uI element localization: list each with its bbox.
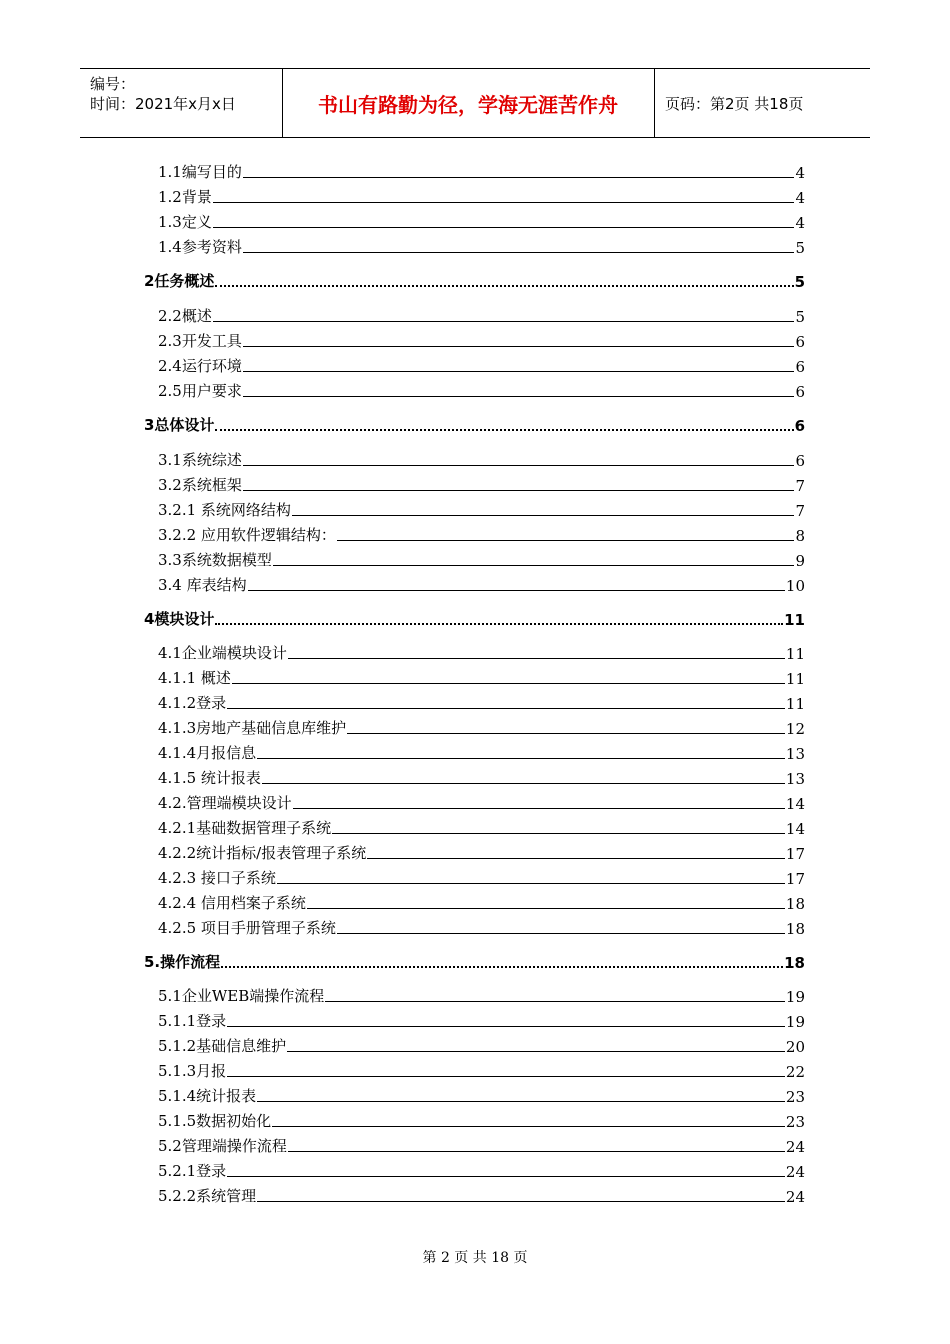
toc-entry-page: 6 bbox=[795, 383, 805, 401]
toc-entry-title: 4.1.3房地产基础信息库维护 bbox=[158, 719, 347, 737]
toc-entry-page: 11 bbox=[784, 611, 805, 629]
header-motto: 书山有路勤为径，学海无涯苦作舟 bbox=[282, 69, 655, 137]
toc-entry-title: 4.2.1基础数据管理子系统 bbox=[158, 819, 332, 837]
toc-entry-title: 5.1.1登录 bbox=[158, 1012, 227, 1030]
toc-entry-title: 1.3定义 bbox=[158, 213, 212, 231]
toc-entry-page: 11 bbox=[785, 645, 805, 663]
toc-entry-title: 3.2.2 应用软件逻辑结构： bbox=[158, 526, 336, 544]
toc-entry-page: 9 bbox=[795, 552, 805, 570]
toc-entry-title: 3.2系统框架 bbox=[158, 476, 242, 494]
toc-leader-line bbox=[288, 658, 785, 659]
toc-leader-line bbox=[243, 371, 795, 372]
toc-entry[interactable] bbox=[158, 741, 805, 763]
toc-entry[interactable] bbox=[158, 691, 805, 713]
toc-entry-page: 18 bbox=[785, 920, 805, 938]
toc-entry-page: 4 bbox=[795, 164, 805, 182]
toc-entry-page: 14 bbox=[785, 820, 805, 838]
toc-entry[interactable] bbox=[158, 448, 805, 470]
toc-leader-line bbox=[347, 733, 785, 734]
toc-entry[interactable] bbox=[158, 866, 805, 888]
toc-leader-line bbox=[293, 808, 785, 809]
toc-chapter-entry[interactable] bbox=[144, 269, 805, 291]
toc-entry[interactable] bbox=[158, 185, 805, 207]
toc-leader-line bbox=[215, 623, 783, 625]
toc-entry[interactable] bbox=[158, 791, 805, 813]
toc-entry-title: 2.2概述 bbox=[158, 307, 212, 325]
toc-entry[interactable] bbox=[158, 716, 805, 738]
toc-entry-page: 24 bbox=[785, 1163, 805, 1181]
toc-entry-title: 5.1.3月报 bbox=[158, 1062, 227, 1080]
toc-entry[interactable] bbox=[158, 1134, 805, 1156]
toc-entry-page: 17 bbox=[785, 870, 805, 888]
toc-entry[interactable] bbox=[158, 984, 805, 1006]
toc-entry[interactable] bbox=[158, 354, 805, 376]
toc-entry[interactable] bbox=[158, 1084, 805, 1106]
toc-entry-page: 19 bbox=[785, 988, 805, 1006]
toc-entry-page: 6 bbox=[795, 333, 805, 351]
toc-entry-title: 2.5用户要求 bbox=[158, 382, 242, 400]
header-meta-cell bbox=[80, 69, 283, 137]
toc-entry-title: 2.3开发工具 bbox=[158, 332, 242, 350]
toc-leader-line bbox=[227, 1076, 785, 1077]
toc-entry-title: 3总体设计 bbox=[144, 416, 215, 434]
toc-entry[interactable] bbox=[158, 573, 805, 595]
toc-entry-title: 5.2管理端操作流程 bbox=[158, 1137, 287, 1155]
toc-entry-title: 5.操作流程 bbox=[144, 953, 221, 971]
toc-entry[interactable] bbox=[158, 1009, 805, 1031]
toc-entry-title: 3.2.1 系统网络结构 bbox=[158, 501, 291, 519]
toc-leader-line bbox=[262, 783, 785, 784]
toc-leader-line bbox=[243, 465, 795, 466]
toc-entry-title: 3.1系统综述 bbox=[158, 451, 242, 469]
toc-entry-page: 6 bbox=[795, 452, 805, 470]
toc-leader-line bbox=[227, 1176, 785, 1177]
toc-entry-page: 6 bbox=[794, 417, 805, 435]
toc-entry-title: 4.2.2统计指标/报表管理子系统 bbox=[158, 844, 367, 862]
toc-entry-title: 4.2.管理端模块设计 bbox=[158, 794, 292, 812]
toc-entry-page: 5 bbox=[794, 273, 805, 291]
toc-entry-title: 4.1.5 统计报表 bbox=[158, 769, 261, 787]
toc-entry-title: 4.1企业端模块设计 bbox=[158, 644, 287, 662]
toc-entry[interactable] bbox=[158, 235, 805, 257]
toc-entry[interactable] bbox=[158, 1059, 805, 1081]
toc-entry-page: 6 bbox=[795, 358, 805, 376]
toc-leader-line bbox=[367, 858, 785, 859]
time-label: 时间：2021年x月x日 bbox=[90, 95, 236, 113]
toc-entry[interactable] bbox=[158, 210, 805, 232]
toc-leader-line bbox=[277, 883, 785, 884]
toc-entry[interactable] bbox=[158, 641, 805, 663]
toc-entry-title: 3.3系统数据模型 bbox=[158, 551, 272, 569]
toc-leader-line bbox=[257, 1101, 785, 1102]
toc-entry[interactable] bbox=[158, 304, 805, 326]
toc-leader-line bbox=[248, 590, 785, 591]
toc-entry-page: 22 bbox=[785, 1063, 805, 1081]
toc-leader-line bbox=[288, 1151, 785, 1152]
toc-entry[interactable] bbox=[158, 816, 805, 838]
toc-leader-line bbox=[243, 490, 795, 491]
toc-entry-page: 10 bbox=[785, 577, 805, 595]
toc-chapter-entry[interactable] bbox=[144, 607, 805, 629]
toc-leader-line bbox=[243, 252, 795, 253]
toc-leader-line bbox=[257, 758, 785, 759]
toc-entry[interactable] bbox=[158, 766, 805, 788]
toc-entry-title: 1.4参考资料 bbox=[158, 238, 242, 256]
toc-entry-title: 2任务概述 bbox=[144, 272, 215, 290]
page-header bbox=[80, 68, 870, 138]
toc-entry-title: 5.1.4统计报表 bbox=[158, 1087, 257, 1105]
toc-entry[interactable] bbox=[158, 473, 805, 495]
toc-chapter-entry[interactable] bbox=[144, 413, 805, 435]
toc-entry-page: 17 bbox=[785, 845, 805, 863]
toc-entry-page: 24 bbox=[785, 1188, 805, 1206]
toc-entry[interactable] bbox=[158, 666, 805, 688]
toc-entry-title: 4.2.5 项目手册管理子系统 bbox=[158, 919, 336, 937]
toc-entry-title: 4.2.3 接口子系统 bbox=[158, 869, 276, 887]
toc-entry[interactable] bbox=[158, 379, 805, 401]
toc-entry[interactable] bbox=[158, 1184, 805, 1206]
toc-entry-page: 5 bbox=[795, 239, 805, 257]
toc-chapter-entry[interactable] bbox=[144, 950, 805, 972]
toc-leader-line bbox=[243, 346, 795, 347]
number-label: 编号： bbox=[90, 75, 136, 93]
toc-entry-page: 23 bbox=[785, 1113, 805, 1131]
toc-leader-line bbox=[213, 321, 795, 322]
toc-entry[interactable] bbox=[158, 498, 805, 520]
toc-entry-title: 3.4 库表结构 bbox=[158, 576, 247, 594]
toc-entry[interactable] bbox=[158, 1159, 805, 1181]
toc-entry[interactable] bbox=[158, 916, 805, 938]
toc-entry-page: 18 bbox=[785, 895, 805, 913]
toc-entry-page: 13 bbox=[785, 745, 805, 763]
toc-entry-title: 4.2.4 信用档案子系统 bbox=[158, 894, 306, 912]
toc-entry[interactable] bbox=[158, 1034, 805, 1056]
toc-leader-line bbox=[273, 565, 795, 566]
toc-entry[interactable] bbox=[158, 891, 805, 913]
toc-entry[interactable] bbox=[158, 548, 805, 570]
toc-entry-page: 18 bbox=[784, 954, 805, 972]
toc-leader-line bbox=[257, 1201, 785, 1202]
toc-leader-line bbox=[307, 908, 785, 909]
toc-entry-page: 5 bbox=[795, 308, 805, 326]
toc-entry-page: 4 bbox=[795, 214, 805, 232]
toc-entry-page: 11 bbox=[785, 695, 805, 713]
toc-leader-line bbox=[232, 683, 785, 684]
toc-entry-title: 1.1编写目的 bbox=[158, 163, 242, 181]
toc-entry[interactable] bbox=[158, 523, 805, 545]
toc-leader-line bbox=[215, 285, 793, 287]
toc-entry-page: 7 bbox=[795, 502, 805, 520]
toc-leader-line bbox=[337, 540, 795, 541]
toc-entry-page: 8 bbox=[795, 527, 805, 545]
toc-entry-title: 5.1.5数据初始化 bbox=[158, 1112, 272, 1130]
toc-entry-title: 5.2.2系统管理 bbox=[158, 1187, 257, 1205]
toc-leader-line bbox=[243, 177, 795, 178]
toc-leader-line bbox=[215, 429, 793, 431]
toc-entry-title: 5.1.2基础信息维护 bbox=[158, 1037, 287, 1055]
toc-entry-title: 4.1.1 概述 bbox=[158, 669, 231, 687]
toc-entry-title: 5.2.1登录 bbox=[158, 1162, 227, 1180]
toc-leader-line bbox=[221, 966, 783, 968]
toc-leader-line bbox=[272, 1126, 785, 1127]
toc-entry[interactable] bbox=[158, 841, 805, 863]
toc-leader-line bbox=[337, 933, 785, 934]
toc-entry-page: 19 bbox=[785, 1013, 805, 1031]
toc-entry-title: 4.1.4月报信息 bbox=[158, 744, 257, 762]
toc-leader-line bbox=[243, 396, 795, 397]
toc-entry[interactable] bbox=[158, 160, 805, 182]
page-footer: 第 2 页 共 18 页 bbox=[422, 1250, 528, 1266]
toc-entry-title: 4模块设计 bbox=[144, 610, 215, 628]
toc-entry-title: 1.2背景 bbox=[158, 188, 212, 206]
toc-entry-page: 11 bbox=[785, 670, 805, 688]
toc-entry[interactable] bbox=[158, 329, 805, 351]
toc-leader-line bbox=[332, 833, 785, 834]
toc-leader-line bbox=[213, 202, 795, 203]
toc-entry-page: 24 bbox=[785, 1138, 805, 1156]
toc-entry-page: 4 bbox=[795, 189, 805, 207]
toc-leader-line bbox=[227, 1026, 785, 1027]
toc-entry-page: 23 bbox=[785, 1088, 805, 1106]
header-page-info: 页码：第2页 共18页 bbox=[665, 94, 804, 113]
toc-entry[interactable] bbox=[158, 1109, 805, 1131]
toc-entry-page: 14 bbox=[785, 795, 805, 813]
toc-entry-title: 2.4运行环境 bbox=[158, 357, 242, 375]
toc-leader-line bbox=[287, 1051, 785, 1052]
toc-entry-page: 13 bbox=[785, 770, 805, 788]
toc-entry-page: 7 bbox=[795, 477, 805, 495]
toc-leader-line bbox=[325, 1001, 785, 1002]
toc-leader-line bbox=[292, 515, 795, 516]
toc-entry-title: 5.1企业WEB端操作流程 bbox=[158, 987, 325, 1005]
toc-entry-title: 4.1.2登录 bbox=[158, 694, 227, 712]
toc-leader-line bbox=[213, 227, 795, 228]
toc-entry-page: 20 bbox=[785, 1038, 805, 1056]
toc-leader-line bbox=[227, 708, 785, 709]
toc-entry-page: 12 bbox=[785, 720, 805, 738]
